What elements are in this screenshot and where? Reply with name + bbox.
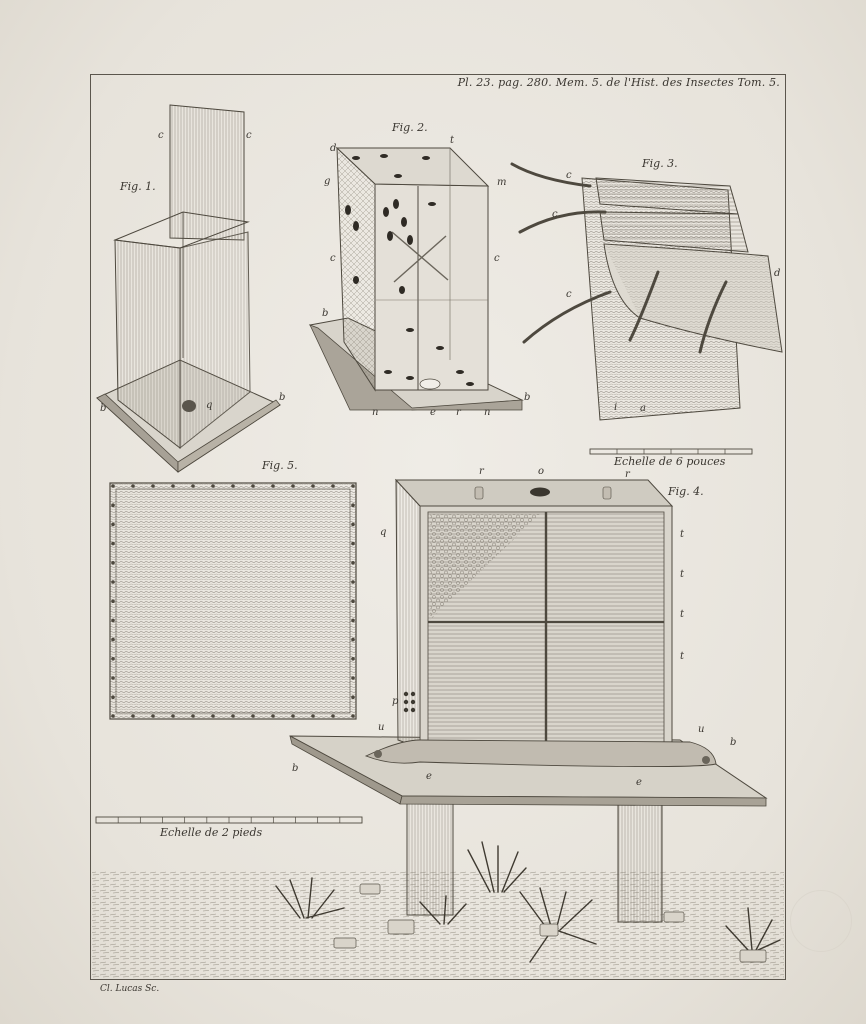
frame-nail (351, 503, 355, 507)
fig1-letter-c: c (158, 130, 164, 141)
frame-nail (271, 484, 275, 488)
frame-nail (251, 484, 255, 488)
frame-nail (351, 542, 355, 546)
fig4-letter-q: q (380, 527, 387, 538)
fig4-label: Fig. 4. (668, 485, 704, 498)
frame-nail (111, 714, 115, 718)
frame-nail (291, 484, 295, 488)
frame-nail (231, 484, 235, 488)
fig2-letter-b: b (322, 308, 329, 319)
fig4-letter-b: b (292, 763, 299, 774)
fig3-straw-cloth-hood (512, 164, 782, 420)
fig2-letter-n: n (372, 407, 379, 418)
frame-nail (351, 561, 355, 565)
frame-nail (191, 714, 195, 718)
fig1-letter-c: c (246, 130, 252, 141)
frame-nail (191, 484, 195, 488)
frame-nail (111, 638, 115, 642)
fig2-letter-n: n (484, 407, 491, 418)
frame-nail (351, 580, 355, 584)
frame-nail (251, 714, 255, 718)
frame-nail (111, 523, 115, 527)
frame-nail (351, 676, 355, 680)
fig2-letter-r: r (456, 407, 461, 418)
fig2-observation-hive (310, 148, 522, 410)
fig4-letter-o: o (538, 466, 545, 477)
fig4-letter-t: t (680, 529, 685, 540)
frame-nail (211, 714, 215, 718)
frame-nail (111, 561, 115, 565)
frame-nail (271, 714, 275, 718)
scale-label-6-pouces: Echelle de 6 pouces (614, 455, 726, 468)
frame-nail (151, 484, 155, 488)
frame-nail (111, 619, 115, 623)
frame-nail (171, 484, 175, 488)
frame-nail (131, 484, 135, 488)
fig2-label: Fig. 2. (392, 121, 428, 134)
fig4-letter-t: t (680, 609, 685, 620)
frame-nail (171, 714, 175, 718)
fig1-label: Fig. 1. (120, 180, 156, 193)
frame-nail (131, 714, 135, 718)
fig3-letter-c: c (566, 170, 572, 181)
fig4-letter-t: t (680, 569, 685, 580)
fig2-letter-m: m (497, 177, 507, 188)
fig2-letter-c: c (330, 253, 336, 264)
frame-nail (351, 599, 355, 603)
fig2-letter-c: c (494, 253, 500, 264)
fig3-letter-c: c (552, 209, 558, 220)
engraver-signature: Cl. Lucas Sc. (100, 984, 160, 994)
frame-nail (351, 523, 355, 527)
frame-nail (331, 484, 335, 488)
fig2-letter-d: d (330, 143, 337, 154)
frame-nail (151, 714, 155, 718)
scale-label-2-pieds: Echelle de 2 pieds (160, 826, 263, 839)
fig4-letter-u: u (698, 724, 705, 735)
fig4-letter-r: r (479, 466, 484, 477)
frame-nail (111, 599, 115, 603)
fig4-letter-u: u (378, 722, 385, 733)
fig4-letter-b: b (730, 737, 737, 748)
frame-nail (111, 542, 115, 546)
fig4-letter-r: r (625, 469, 630, 480)
fig1-letter-b: b (100, 403, 107, 414)
frame-nail (351, 657, 355, 661)
fig1-letter-b: b (279, 392, 286, 403)
fig3-letter-d: d (774, 268, 781, 279)
fig5-label: Fig. 5. (262, 459, 298, 472)
frame-nail (111, 484, 115, 488)
fig3-letter-c: c (566, 289, 572, 300)
fig2-letter-t: t (450, 135, 455, 146)
fig2-letter-g: g (324, 176, 331, 187)
frame-nail (351, 638, 355, 642)
frame-nail (111, 695, 115, 699)
frame-nail (291, 714, 295, 718)
frame-nail (351, 619, 355, 623)
frame-nail (111, 580, 115, 584)
fig1-letter-q: q (206, 400, 213, 411)
scale-bar-2-pieds (96, 817, 362, 823)
frame-nail (351, 484, 355, 488)
fig3-label: Fig. 3. (642, 157, 678, 170)
frame-nail (311, 714, 315, 718)
fig4-letter-e: e (426, 771, 432, 782)
fig4-letter-p: p (392, 696, 399, 707)
frame-nail (111, 657, 115, 661)
fig4-letter-e: e (636, 777, 642, 788)
fig5-framed-cloth (110, 483, 356, 719)
plate-header: Pl. 23. pag. 280. Mem. 5. de l'Hist. des Insectes Tom. 5. (457, 76, 780, 89)
fig2-letter-e: e (430, 407, 436, 418)
fig3-letter-a: a (640, 403, 646, 414)
frame-nail (231, 714, 235, 718)
fig2-letter-b: b (524, 392, 531, 403)
frame-nail (111, 676, 115, 680)
scale-bar-6-pouces (590, 449, 752, 454)
frame-nail (331, 714, 335, 718)
frame-nail (211, 484, 215, 488)
frame-nail (311, 484, 315, 488)
fig3-letter-i: i (614, 402, 618, 413)
frame-nail (351, 695, 355, 699)
fig4-letter-t: t (680, 651, 685, 662)
frame-nail (111, 503, 115, 507)
fig1-glass-box (97, 105, 280, 472)
frame-nail (351, 714, 355, 718)
